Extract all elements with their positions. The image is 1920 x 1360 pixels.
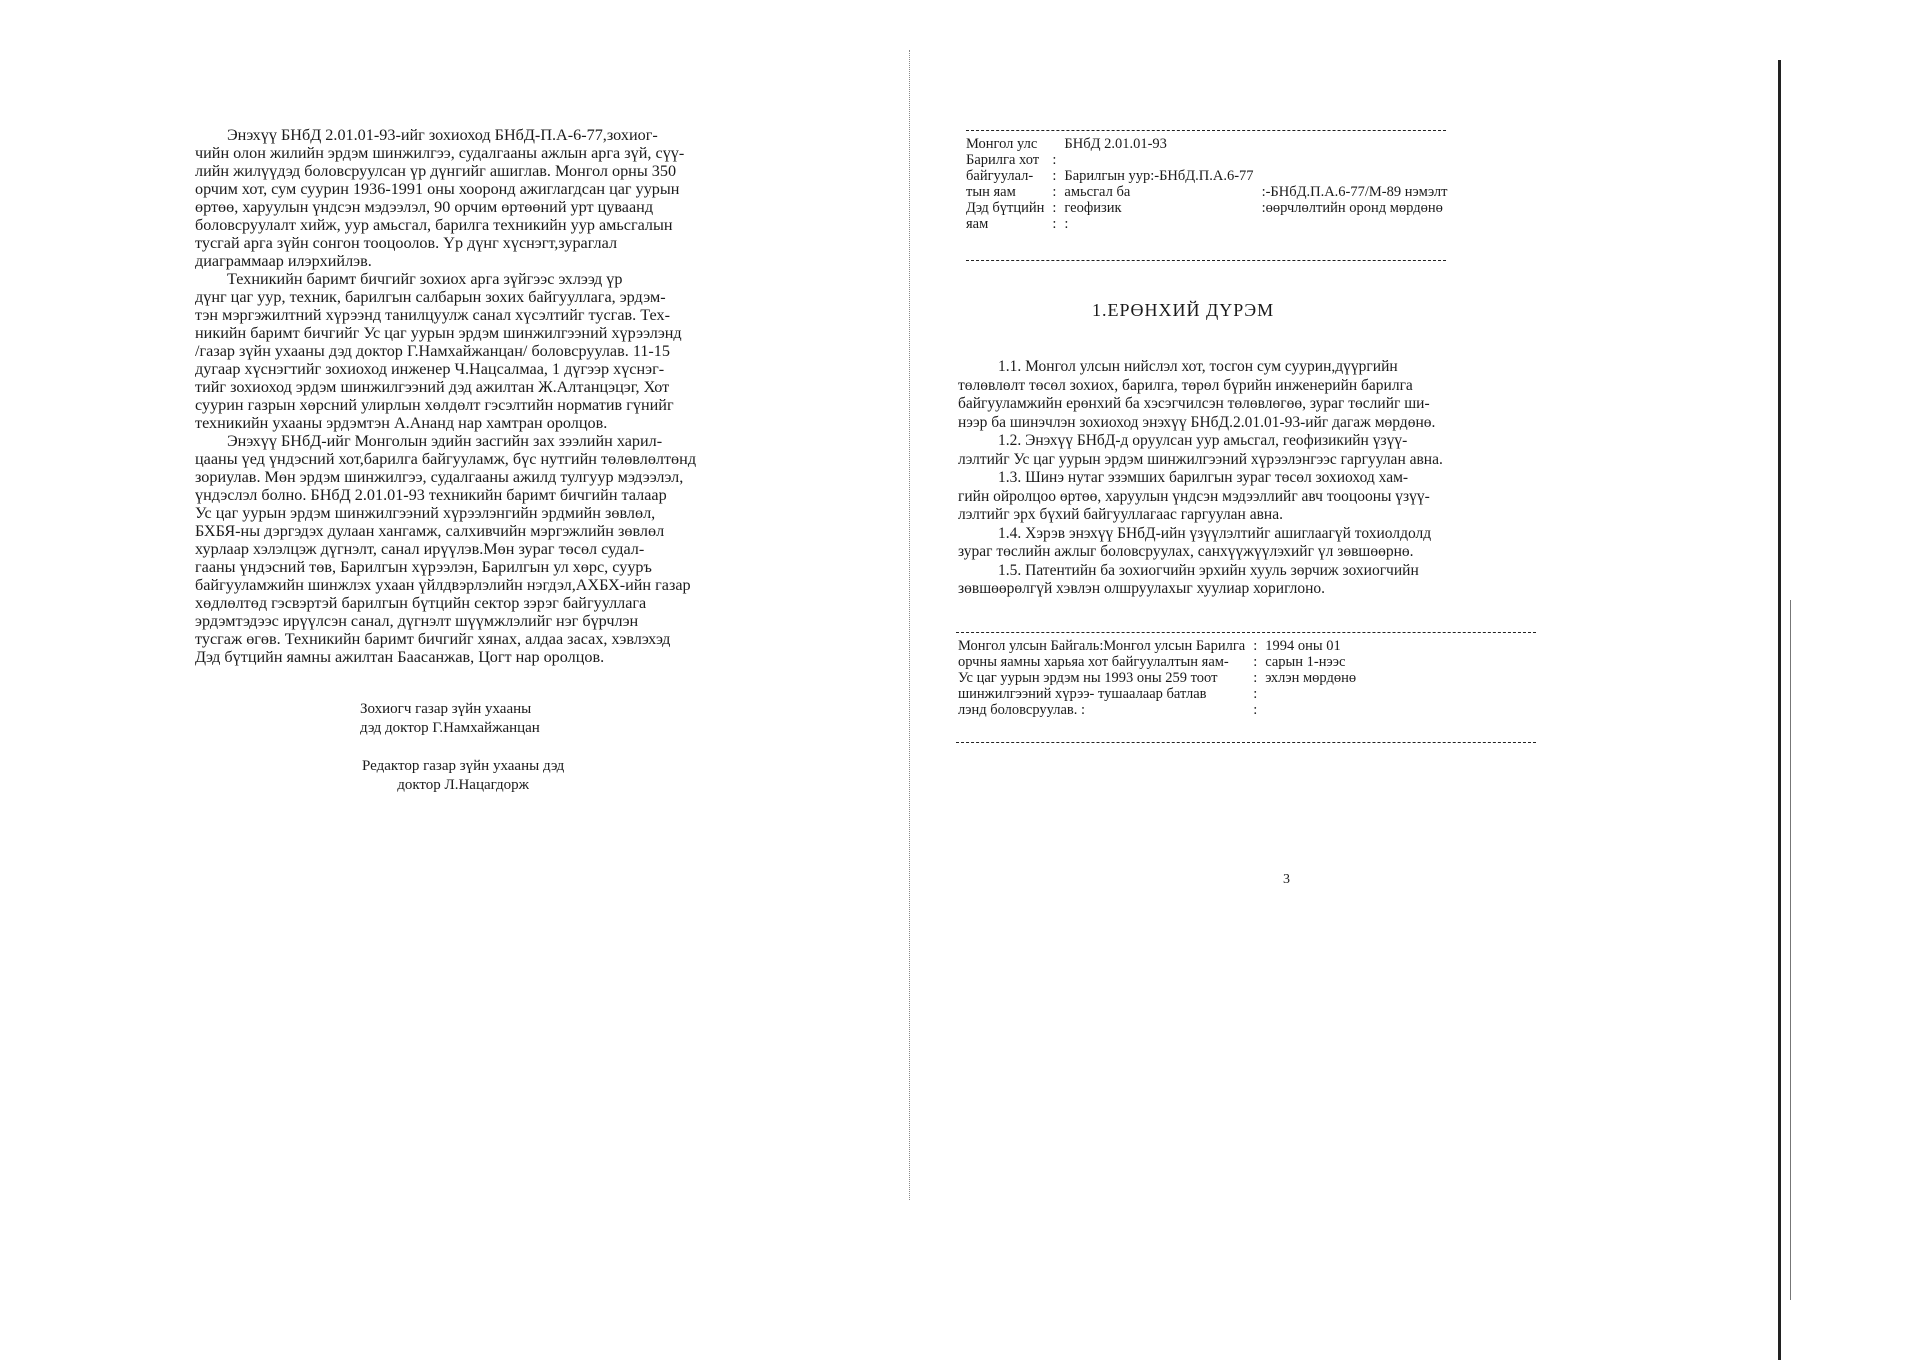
header-cell: яам — [966, 216, 989, 232]
author-line-1: Зохиогч газар зүйн ухааны — [360, 701, 532, 717]
footer-row — [954, 654, 1360, 670]
header-row — [962, 200, 1452, 216]
header-cell: : — [1052, 200, 1057, 216]
preface-line: тусгаж өгөв. Техникийн баримт бичгийг хянах, алдаа засах, хэвлэхэд — [195, 630, 671, 648]
author-line-2: дэд доктор Г.Намхайжанцан — [360, 720, 540, 736]
header-cell: тын яам — [966, 184, 1016, 200]
header-cell: байгуулал- — [966, 168, 1034, 184]
footer-cell: : — [1253, 670, 1258, 686]
header-cell: : — [1052, 216, 1057, 232]
header-cell: Дэд бүтцийн — [966, 200, 1045, 216]
header-bottom-rule — [966, 260, 1446, 261]
preface-line: байгууламжийн шинжлэх ухаан үйлдвэрлэлийн нэгдэл,АХБХ-ийн газар — [195, 576, 691, 594]
preface-line: орчим хот, сум суурин 1936-1991 оны хооронд ажиглагдсан цаг уурын — [195, 180, 680, 198]
clause-line: 1.2. Энэхүү БНбД-д оруулсан уур амьсгал, геофизикийн үзүү- — [998, 432, 1408, 449]
footer-cell — [1261, 702, 1360, 718]
footer-cell: Ус цаг уурын эрдэм ны 1993 оны 259 тоот — [958, 670, 1218, 686]
preface-line: диаграммаар илэрхийлэв. — [195, 252, 372, 270]
header-cell — [1258, 152, 1452, 168]
preface-line: хурлаар хэлэлцэж дүгнэлт, санал ирүүлэв.Мөн зураг төсөл судал- — [195, 540, 645, 558]
footer-cell: : — [1253, 686, 1258, 702]
clause-line: гийн ойролцоо өртөө, харуулын үндсэн мэдээллийг авч тооцооны үзүү- — [958, 487, 1430, 505]
section-title: 1.ЕРӨНХИЙ ДҮРЭМ — [1092, 300, 1275, 320]
preface-line: зориулав. Мөн эрдэм шинжилгээ, судалгааны ажилд тулгуур мэдээлэл, — [195, 468, 684, 486]
editor-line-2: доктор Л.Нацагдорж — [397, 777, 530, 793]
preface-line: боловсруулалт хийж, уур амьсгал, барилга техникийн уур амьсгалын — [195, 216, 673, 234]
preface-line: Энэхүү БНбД-ийг Монголын эдийн засгийн зах зээлийн харил- — [227, 432, 663, 450]
preface-line: дугаар хүснэгтийг зохиоход инженер Ч.Нацсалмаа, 1 дүгээр хүснэг- — [195, 360, 665, 378]
header-cell: амьсгал ба — [1064, 184, 1131, 200]
clause-line: байгууламжийн ерөнхий ба хэсэгчилсэн төлөвлөгөө, зураг төслийг ши- — [958, 395, 1430, 412]
editor-line-1: Редактор газар зүйн ухааны дэд — [362, 758, 565, 774]
preface-line: техникийн ухааны эрдэмтэн А.Ананд нар хамтран оролцов. — [195, 414, 608, 432]
header-cell: Монгол улс — [966, 136, 1038, 152]
footer-top-rule — [956, 632, 1536, 633]
preface-line: тэн мэргэжилтний хүрээнд танилцуулж санал хүсэлтийг тусгав. Тех- — [195, 306, 670, 324]
header-row — [962, 152, 1452, 168]
preface-line: Дэд бүтцийн яамны ажилтан Баасанжав, Цогт нар оролцов. — [195, 648, 605, 666]
header-cell — [1048, 136, 1060, 152]
footer-cell: : — [1253, 654, 1258, 670]
clause-line: зураг төслийн ажлыг боловсруулах, санхүүжүүлэхийг үл зөвшөөрнө. — [958, 543, 1414, 560]
header-cell: : — [1064, 216, 1069, 232]
header-cell: БНбД 2.01.01-93 — [1064, 136, 1167, 152]
footer-cell: 1994 оны 01 — [1265, 638, 1341, 654]
scan-edge-line — [1778, 60, 1781, 1360]
footer-cell: эхлэн мөрдөнө — [1265, 670, 1357, 686]
page-number: 3 — [1283, 872, 1290, 887]
footer-cell: Монгол улсын Байгаль:Монгол улсын Барилга — [958, 638, 1246, 654]
left-page — [0, 0, 900, 1358]
clause-line: 1.5. Патентийн ба зохиогчийн эрхийн хууль зөрчиж зохиогчийн — [998, 561, 1419, 579]
footer-cell: лэнд боловсруулав. : — [958, 702, 1086, 718]
editor-signature-block — [362, 757, 564, 795]
header-cell — [1258, 216, 1452, 232]
preface-line: дүнг цаг уур, техник, барилгын салбарын зохих байгууллага, эрдэм- — [195, 288, 666, 306]
header-row — [962, 184, 1452, 200]
general-rules-clauses — [958, 358, 1616, 599]
header-cell: Барилгын уур:-БНбД.П.А.6-77 — [1064, 168, 1254, 184]
preface-line: Ус цаг уурын эрдэм шинжилгээний хүрээлэнгийн эрдмийн зөвлөл, — [195, 504, 656, 522]
header-cell: Барилга хот — [966, 152, 1040, 168]
footer-cell: орчны яамны харьяа хот байгуулалтын яам- — [958, 654, 1229, 670]
header-row — [962, 136, 1452, 152]
header-cell: :өөрчлөлтийн оронд мөрдөнө — [1261, 200, 1443, 216]
footer-cell — [1261, 686, 1360, 702]
footer-bottom-rule — [956, 742, 1536, 743]
clause-line: нээр ба шинэчлэн зохиоход энэхүү БНбД.2.01.01-93-ийг дагаж мөрдөнө. — [958, 413, 1436, 431]
header-top-rule — [966, 130, 1446, 131]
scan-edge-shadow — [1790, 600, 1791, 1300]
preface-line: өртөө, харуулын үндсэн мэдээлэл, 90 орчим өртөөний урт цуваанд — [195, 198, 654, 216]
footer-cell: шинжилгээний хүрээ- тушаалаар батлав — [958, 686, 1207, 702]
header-table — [962, 136, 1452, 232]
preface-line: гааны үндэсний төв, Барилгын хүрээлэн, Барилгын ул хөрс, сууръ — [195, 558, 652, 576]
clause-line: төлөвлөлт төсөл зохиох, барилга, төрөл бүрийн инженерийн барилга — [958, 376, 1413, 394]
preface-line: тусгай арга зүйн сонгон тооцоолов. Үр дүнг хүснэгт,зураглал — [195, 234, 618, 252]
preface-line: эрдэмтэдээс ирүүлсэн санал, дүгнэлт шүүмжлэлийг нэг бүрчлэн — [195, 612, 639, 630]
preface-line: чийн олон жилийн эрдэм шинжилгээ, судалгааны ажлын арга зүй, сүү- — [195, 144, 685, 162]
footer-row — [954, 638, 1360, 654]
preface-line: Техникийн баримт бичгийг зохиох арга зүйгээс эхлээд үр — [227, 270, 623, 288]
header-cell: : — [1052, 168, 1057, 184]
clause-line: 1.3. Шинэ нутаг эзэмших барилгын зураг төсөл зохиоход хам- — [998, 469, 1409, 486]
right-page — [900, 0, 1920, 1358]
header-cell — [1060, 152, 1257, 168]
clause-line: 1.4. Хэрэв энэхүү БНбД-ийн үзүүлэлтийг ашиглаагүй тохиолдолд — [998, 524, 1432, 542]
preface-line: /газар зүйн ухааны дэд доктор Г.Намхайжанцан/ боловсруулав. 11-15 — [195, 342, 670, 360]
clause-line: 1.1. Монгол улсын нийслэл хот, тосгон сум суурин,дүүргийн — [998, 358, 1398, 375]
preface-line: хөдлөлтөд гэсвэртэй барилгын бүтцийн сектор зэрэг байгууллага — [195, 594, 647, 612]
header-cell: :-БНбД.П.А.6-77/М-89 нэмэлт — [1261, 184, 1448, 200]
clause-line: лэлтийг Ус цаг уурын эрдэм шинжилгээний хүрээлэнгээс гаргуулан авна. — [958, 450, 1443, 468]
footer-cell: : — [1253, 702, 1258, 718]
preface-line: үндэслэл болно. БНбД 2.01.01-93 техникийн баримт бичгийн талаар — [195, 486, 667, 504]
header-row — [962, 216, 1452, 232]
preface-line: лийн жилүүдэд боловсруулсан үр дүнгийг ашиглав. Монгол орны 350 — [195, 162, 677, 180]
footer-table — [954, 638, 1360, 718]
author-signature-block — [360, 700, 540, 738]
footer-row — [954, 702, 1360, 718]
preface-line: БХБЯ-ны дэргэдэх дулаан хангамж, салхивчийн мэргэжлийн зөвлөл — [195, 522, 665, 540]
footer-row — [954, 670, 1360, 686]
clause-line: лэлтийг эрх бүхий байгууллагаас гаргуулан авна. — [958, 506, 1283, 523]
footer-cell: сарын 1-нээс — [1265, 654, 1346, 670]
preface-line: никийн баримт бичгийг Ус цаг уурын эрдэм шинжилгээний хүрээлэнд — [195, 324, 682, 342]
header-row — [962, 168, 1452, 184]
clause-line: зөвшөөрөлгүй хэвлэн олшруулахыг хуулиар хориглоно. — [958, 580, 1326, 597]
preface-line: цааны үед үндэсний хот,барилга байгууламж, бүс нутгийн төлөвлөлтөнд — [195, 450, 697, 468]
header-cell: : — [1052, 152, 1057, 168]
header-cell: : — [1052, 184, 1057, 200]
preface-line: тийг зохиоход эрдэм шинжилгээний дэд ажилтан Ж.Алтанцэцэг, Хот — [195, 378, 670, 396]
header-cell — [1258, 136, 1452, 152]
preface-line: Энэхүү БНбД 2.01.01-93-ийг зохиоход БНбД-П.А-6-77,зохиог- — [227, 126, 658, 144]
preface-text — [195, 126, 855, 666]
footer-cell: : — [1253, 638, 1258, 654]
preface-line: суурин газрын хөрсний улирлын хөлдөлт гэсэлтийн норматив гүнийг — [195, 396, 674, 414]
footer-row — [954, 686, 1360, 702]
header-cell — [1258, 168, 1452, 184]
header-cell: геофизик — [1064, 200, 1122, 216]
